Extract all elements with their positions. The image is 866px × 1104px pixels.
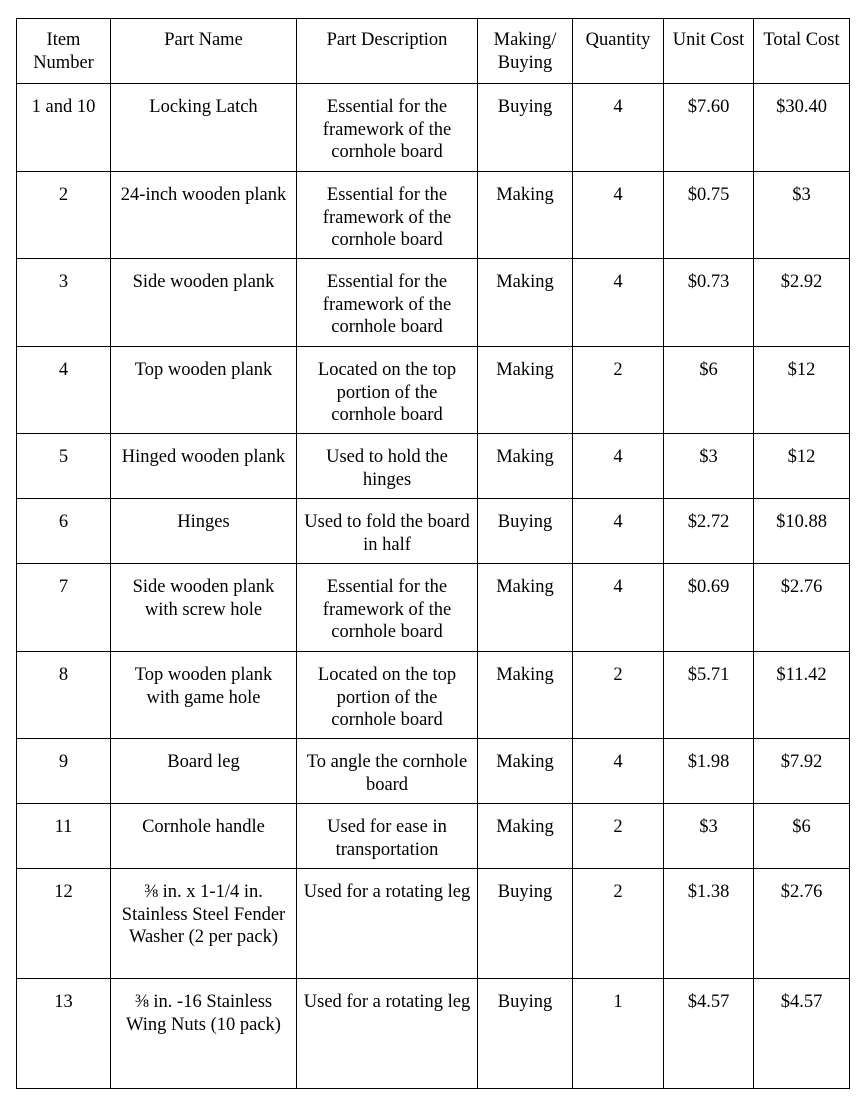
cell-making-buying: Buying [478, 869, 573, 979]
cell-quantity: 2 [573, 869, 664, 979]
cell-quantity: 2 [573, 347, 664, 434]
cell-total-cost: $2.92 [754, 259, 850, 347]
cell-total-cost: $10.88 [754, 499, 850, 564]
table-row [17, 172, 850, 259]
cell-quantity: 4 [573, 564, 664, 652]
cell-part-description: Used to hold the hinges [297, 434, 478, 499]
cell-unit-cost: $4.57 [664, 979, 754, 1089]
table-row [17, 84, 850, 172]
cell-part-description: To angle the cornhole board [297, 739, 478, 804]
table-row [17, 652, 850, 739]
cell-unit-cost: $1.98 [664, 739, 754, 804]
cell-part-name: Top wooden plank with game hole [111, 652, 297, 739]
cell-unit-cost: $0.75 [664, 172, 754, 259]
cell-part-name: ⅜ in. -16 Stainless Wing Nuts (10 pack) [111, 979, 297, 1089]
cell-item-number: 3 [17, 259, 111, 347]
cell-making-buying: Making [478, 804, 573, 869]
cell-item-number: 2 [17, 172, 111, 259]
cell-unit-cost: $1.38 [664, 869, 754, 979]
header-making-buying: Making/ Buying [478, 19, 573, 84]
header-total-cost: Total Cost [754, 19, 850, 84]
cell-part-name: Side wooden plank with screw hole [111, 564, 297, 652]
table-row [17, 347, 850, 434]
table-row [17, 739, 850, 804]
cell-part-description: Used for a rotating leg [297, 869, 478, 979]
table-row [17, 259, 850, 347]
table-row [17, 564, 850, 652]
cell-total-cost: $11.42 [754, 652, 850, 739]
cell-part-description: Used for a rotating leg [297, 979, 478, 1089]
header-unit-cost: Unit Cost [664, 19, 754, 84]
cell-making-buying: Making [478, 259, 573, 347]
cell-unit-cost: $3 [664, 804, 754, 869]
cell-item-number: 11 [17, 804, 111, 869]
cell-item-number: 6 [17, 499, 111, 564]
cell-part-description: Located on the top portion of the cornhole board [297, 652, 478, 739]
cell-quantity: 4 [573, 259, 664, 347]
cell-total-cost: $2.76 [754, 564, 850, 652]
cell-total-cost: $3 [754, 172, 850, 259]
header-item-number: Item Number [17, 19, 111, 84]
cell-making-buying: Making [478, 564, 573, 652]
cell-part-name: Hinges [111, 499, 297, 564]
table-row [17, 804, 850, 869]
cell-part-name: Locking Latch [111, 84, 297, 172]
cell-total-cost: $12 [754, 434, 850, 499]
cell-part-description: Essential for the framework of the cornhole board [297, 84, 478, 172]
cell-quantity: 2 [573, 804, 664, 869]
cell-quantity: 4 [573, 739, 664, 804]
table-row [17, 434, 850, 499]
cell-quantity: 4 [573, 84, 664, 172]
table-row [17, 979, 850, 1089]
cell-making-buying: Making [478, 347, 573, 434]
cell-total-cost: $2.76 [754, 869, 850, 979]
cell-unit-cost: $6 [664, 347, 754, 434]
cell-unit-cost: $2.72 [664, 499, 754, 564]
cell-unit-cost: $0.69 [664, 564, 754, 652]
cell-part-name: 24-inch wooden plank [111, 172, 297, 259]
cell-item-number: 12 [17, 869, 111, 979]
header-row [17, 19, 850, 84]
cell-total-cost: $6 [754, 804, 850, 869]
cell-unit-cost: $5.71 [664, 652, 754, 739]
table-row [17, 869, 850, 979]
cell-part-description: Used to fold the board in half [297, 499, 478, 564]
table-row [17, 499, 850, 564]
cell-item-number: 4 [17, 347, 111, 434]
cell-part-name: ⅜ in. x 1-1/4 in. Stainless Steel Fender Washer (2 per pack) [111, 869, 297, 979]
header-part-name: Part Name [111, 19, 297, 84]
cell-unit-cost: $7.60 [664, 84, 754, 172]
cell-making-buying: Buying [478, 979, 573, 1089]
cell-making-buying: Buying [478, 499, 573, 564]
parts-cost-table [16, 18, 850, 1089]
cell-item-number: 5 [17, 434, 111, 499]
cell-item-number: 9 [17, 739, 111, 804]
cell-quantity: 4 [573, 434, 664, 499]
cell-making-buying: Buying [478, 84, 573, 172]
cell-part-name: Cornhole handle [111, 804, 297, 869]
cell-total-cost: $12 [754, 347, 850, 434]
header-quantity: Quantity [573, 19, 664, 84]
cell-quantity: 4 [573, 172, 664, 259]
header-part-description: Part Description [297, 19, 478, 84]
cell-part-description: Essential for the framework of the cornhole board [297, 259, 478, 347]
cell-part-description: Used for ease in transportation [297, 804, 478, 869]
cell-making-buying: Making [478, 172, 573, 259]
cell-quantity: 4 [573, 499, 664, 564]
cell-item-number: 8 [17, 652, 111, 739]
cell-total-cost: $7.92 [754, 739, 850, 804]
cell-part-name: Top wooden plank [111, 347, 297, 434]
cell-quantity: 1 [573, 979, 664, 1089]
cell-item-number: 13 [17, 979, 111, 1089]
cell-total-cost: $30.40 [754, 84, 850, 172]
cell-item-number: 1 and 10 [17, 84, 111, 172]
cell-part-name: Side wooden plank [111, 259, 297, 347]
cell-part-name: Hinged wooden plank [111, 434, 297, 499]
cell-unit-cost: $3 [664, 434, 754, 499]
cell-part-name: Board leg [111, 739, 297, 804]
cell-making-buying: Making [478, 434, 573, 499]
cell-item-number: 7 [17, 564, 111, 652]
cell-part-description: Essential for the framework of the cornhole board [297, 172, 478, 259]
cell-making-buying: Making [478, 652, 573, 739]
cell-making-buying: Making [478, 739, 573, 804]
cell-unit-cost: $0.73 [664, 259, 754, 347]
cell-part-description: Located on the top portion of the cornhole board [297, 347, 478, 434]
cell-total-cost: $4.57 [754, 979, 850, 1089]
cell-quantity: 2 [573, 652, 664, 739]
cell-part-description: Essential for the framework of the cornhole board [297, 564, 478, 652]
